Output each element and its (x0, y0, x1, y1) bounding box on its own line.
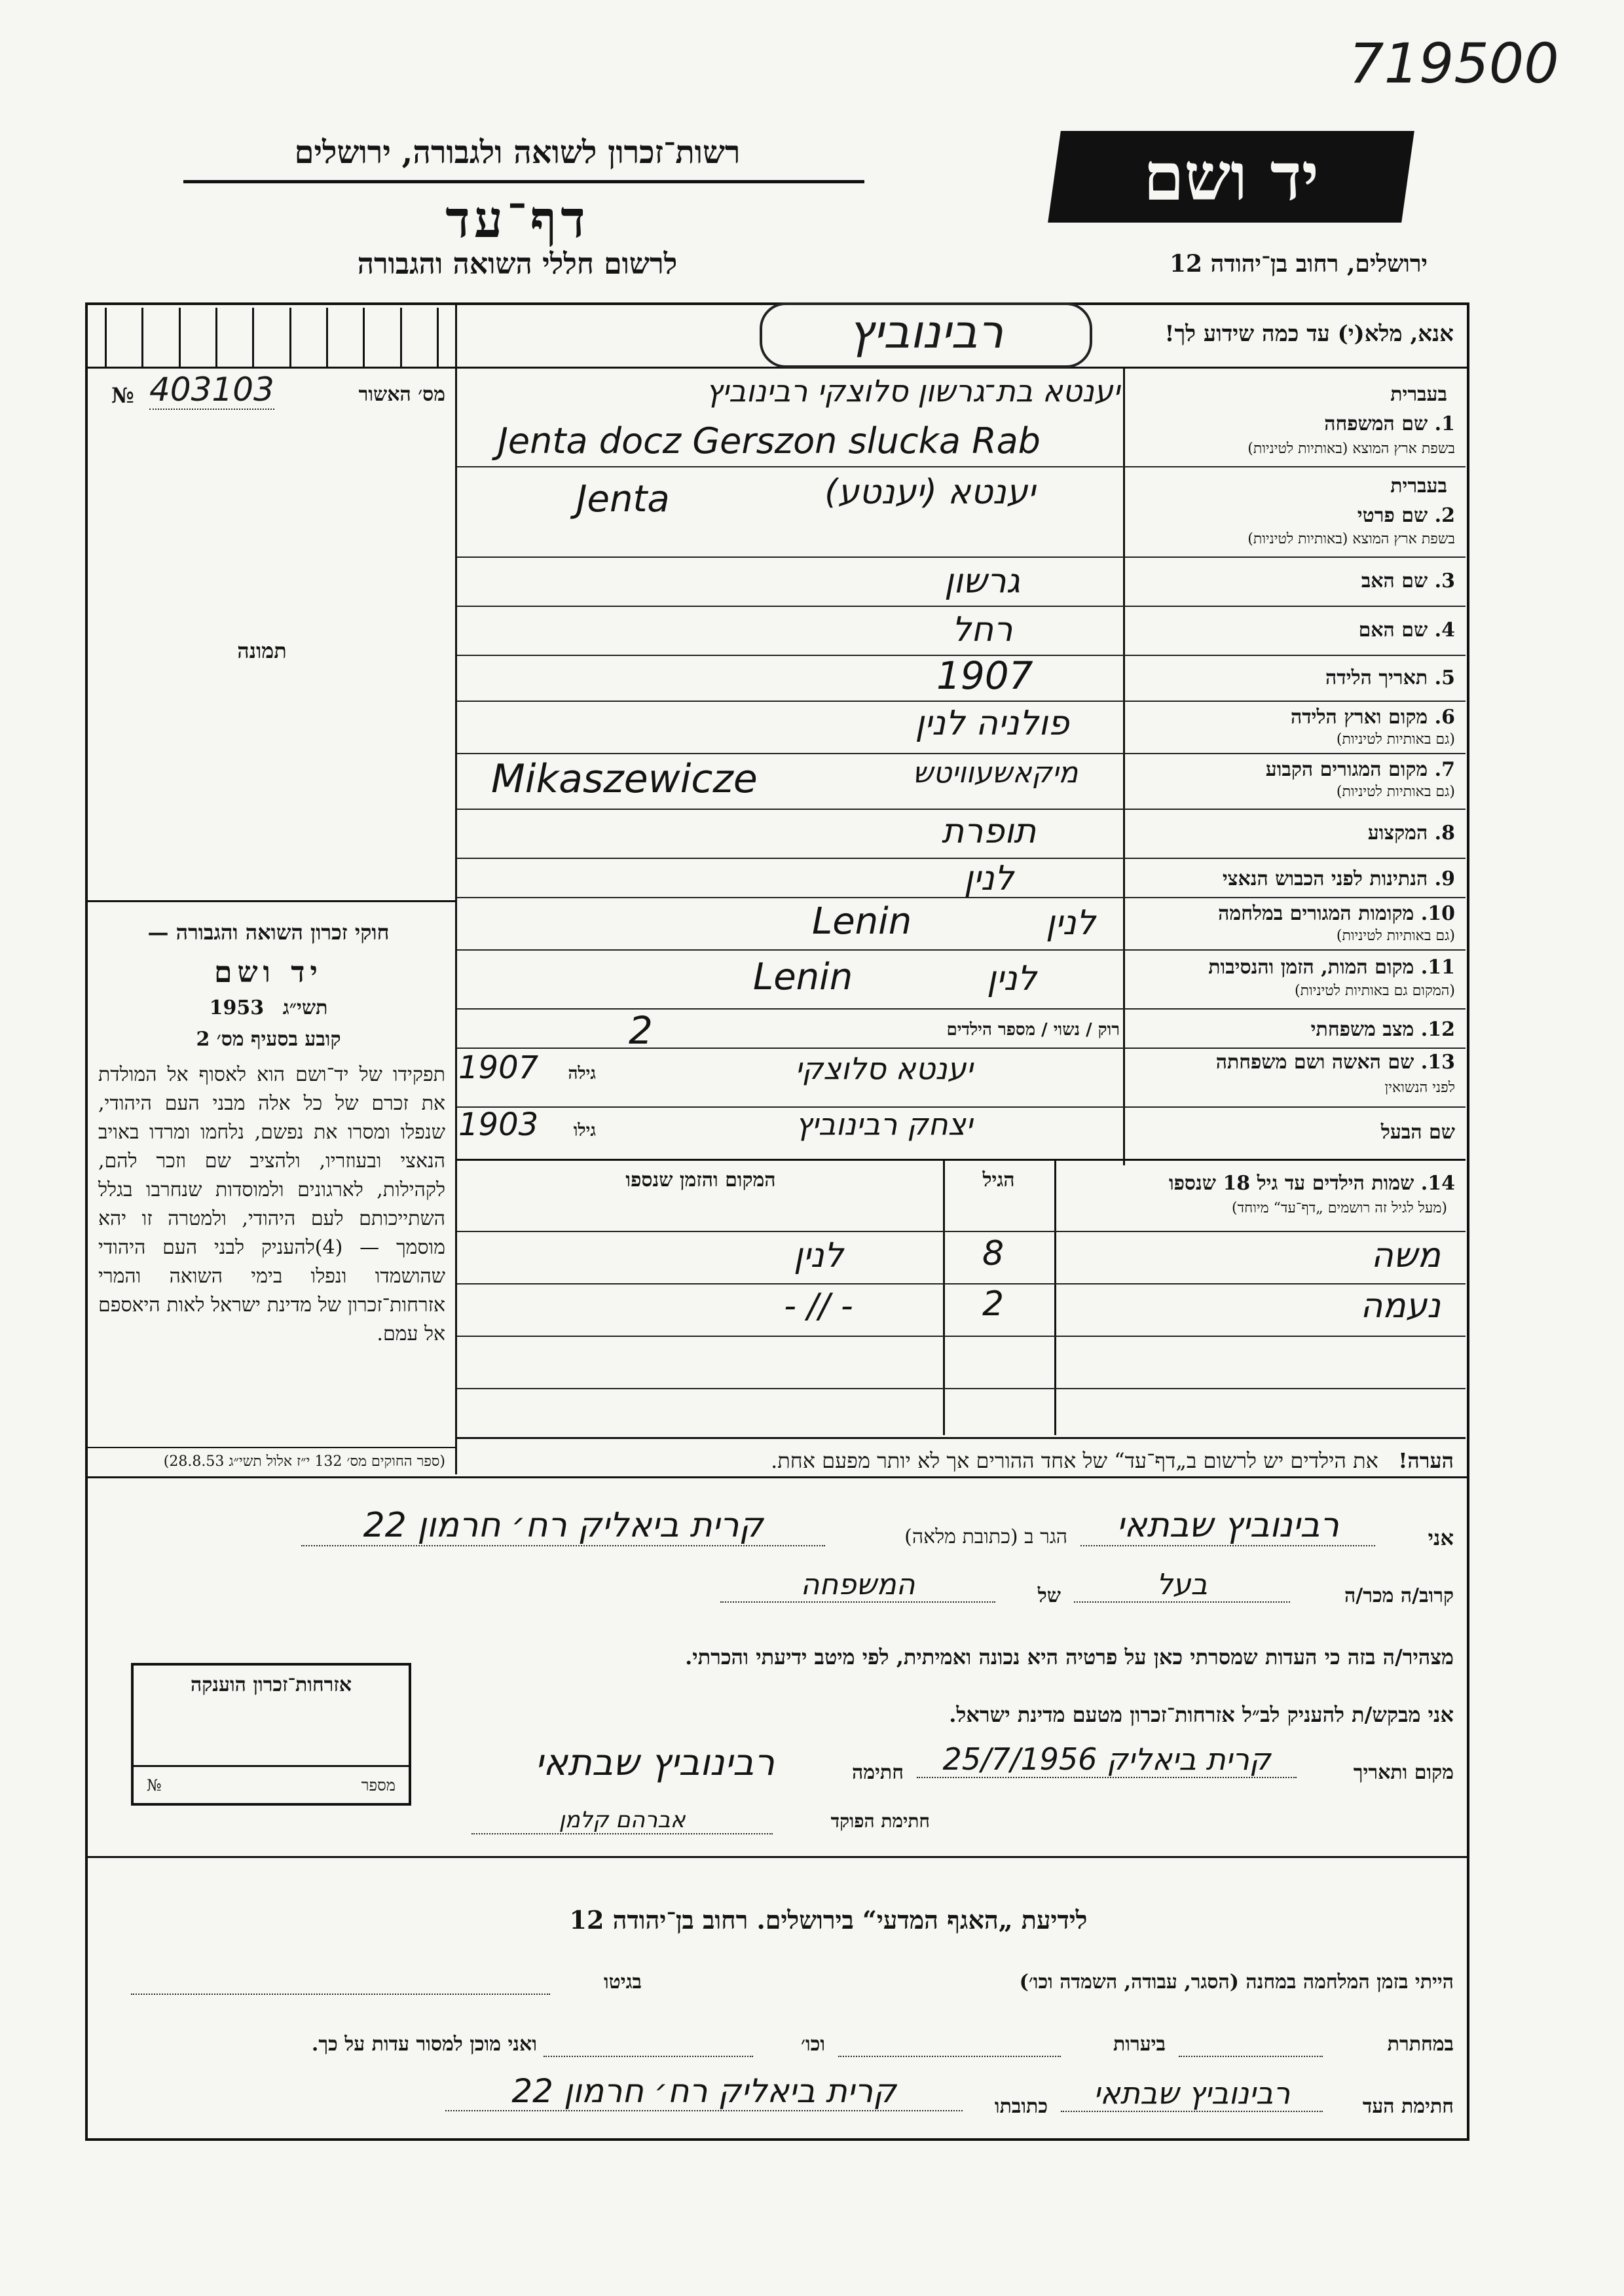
row-line-6 (457, 753, 1466, 754)
child-2-age: 2 (982, 1285, 1005, 1324)
field-2-label-text: שם פרטי (1357, 504, 1428, 527)
field-3-value: גרשון (944, 562, 1020, 601)
field-11-value: לנין (986, 959, 1037, 998)
form-subtitle: לרשום חללי השואה והגבורה (357, 247, 678, 281)
child-1-place: לנין (793, 1236, 844, 1275)
row-line-1 (457, 466, 1466, 467)
row-line-10 (457, 949, 1466, 951)
address-line: ירושלים, רחוב בן־יהודה 12 (1169, 250, 1428, 278)
field-4-label-text: שם האם (1358, 619, 1428, 642)
children-row-line-1 (457, 1283, 1466, 1285)
field-11-label-text: מקום המות, הזמן והנסיבות (1208, 956, 1414, 979)
field-8-num: 8. (1434, 822, 1455, 845)
bottom-witness-label: חתימת העד (1362, 2095, 1454, 2118)
decl-of-label: של (1037, 1584, 1061, 1607)
field-2-tag: בעברית (1390, 475, 1447, 498)
field-1-num: 1. (1434, 412, 1455, 435)
bottom-title: לידיעת „האגף המדעי“ בירושלים. רחוב בן־יהודה 12 (569, 1905, 1088, 1935)
field-1-label-text: שם המשפחה (1324, 412, 1428, 435)
field-7-num: 7. (1434, 758, 1455, 781)
decl-request: אני מבקש/ת להעניק לב״ל אזרחות־זכרון מטעם מדינת ישראל. (949, 1702, 1454, 1727)
field-12-num: 12. (1420, 1018, 1455, 1041)
children-sub: (מעל לגיל זה רושמים „דף־עד“ מיוחד) (1232, 1200, 1447, 1216)
row-line-7 (457, 809, 1466, 810)
law-year-heb: תשי״ג (282, 996, 328, 1019)
field-8-label-text: המקצוע (1367, 822, 1428, 845)
row-line-2 (457, 556, 1466, 558)
ticks-box (92, 308, 452, 367)
decl-i-name: רבינוביץ שבתאי (1080, 1506, 1375, 1546)
logo-text: יד ושם (1143, 138, 1319, 215)
field-7-label-text: מקום המגורים הקבוע (1265, 758, 1428, 781)
field-10-label (1218, 902, 1455, 925)
bottom-witness-name: רבינוביץ שבתאי (1061, 2075, 1323, 2112)
bottom-address-label: כתובתו (994, 2095, 1048, 2118)
law-source-line (85, 1447, 457, 1448)
field-6-label-text: מקום וארץ הלידה (1290, 706, 1428, 729)
citizenship-title: אזרחות־זכרון הוענקה (190, 1673, 352, 1696)
field-2-num: 2. (1434, 504, 1455, 527)
note-text: את הילדים יש לרשום ב„דף־עד“ של אחד ההורים אך לא יותר מפעם אחת. (771, 1448, 1378, 1473)
citizenship-box (131, 1663, 411, 1806)
field-13-value: יענטא סלוצקי (795, 1051, 973, 1086)
approval-number-prefix: № (111, 383, 134, 408)
bottom-blank-a (1179, 2056, 1323, 2057)
approval-number: 403103 (149, 371, 274, 409)
decl-statement: מצהיר/ה בזה כי העדות שמסרתי כאן על פרטיה היא נכונה ואמיתית, לפי מיטב ידיעתי והכרתי. (685, 1645, 1454, 1669)
decl-clerk-sig: אברהם קלמן (471, 1807, 773, 1834)
field-3-num: 3. (1434, 570, 1455, 592)
field-6-label (1291, 706, 1455, 729)
top-family-name: רבינוביץ (760, 302, 1092, 368)
field-3-label (1361, 570, 1455, 592)
row-line-3 (457, 606, 1466, 607)
law-box-top (85, 900, 457, 902)
bottom-line2-c: וכו׳ (801, 2033, 825, 2056)
field-1-tag: בעברית (1390, 383, 1447, 406)
field-2-label (1357, 504, 1455, 527)
field-11-value-latin: Lenin (753, 956, 853, 998)
top-box-bottom (85, 367, 1467, 369)
field-3-label-text: שם האב (1361, 570, 1428, 592)
child-2-place: - // - (784, 1286, 853, 1326)
field-9-label-text: הנתינות לפני הכבוש הנאצי (1222, 867, 1428, 890)
decl-signature: רבינוביץ שבתאי (535, 1741, 775, 1784)
law-year-row (92, 996, 445, 1019)
field-10-num: 10. (1420, 902, 1455, 925)
decl-signature-label: חתימה (852, 1761, 904, 1784)
field-6-value: פולניה לנין (915, 704, 1069, 743)
children-row-line-2 (457, 1336, 1466, 1337)
field-11-num: 11. (1420, 956, 1455, 979)
authority-underline (183, 180, 864, 183)
children-col-place: המקום והזמן שנספו (625, 1169, 776, 1192)
field-12-label-text: מצב משפחתי (1310, 1018, 1414, 1041)
field-1-label (1324, 412, 1455, 435)
bottom-blank-c (544, 2056, 753, 2057)
bottom-line2-d: ואני מוכן למסור עדות על כך. (311, 2033, 537, 2056)
husband-age-label: גילו (573, 1121, 596, 1140)
bottom-ghetto-label: בגיטו (603, 1971, 642, 1994)
field-7-label (1266, 758, 1455, 781)
bottom-line1: הייתי בזמן המלחמה במחנה (הסגר, עבודה, השמדה וכו׳) (1019, 1971, 1454, 1994)
decl-i-label: אני (1428, 1525, 1454, 1550)
bottom-ghetto-blank (131, 1994, 550, 1995)
row-line-5 (457, 701, 1466, 702)
fill-prompt: אנא, מלא(י) עד כמה שידוע לך! (1164, 321, 1454, 347)
note-line-bottom (85, 1476, 1467, 1478)
field-12-options: רוק / נשוי / מספר הילדים (946, 1020, 1120, 1040)
decl-relation-of: המשפחה (720, 1568, 995, 1603)
decl-resides-label: הגר ב (כתובת מלאה) (904, 1525, 1067, 1548)
field-2-value-latin: Jenta (576, 478, 670, 520)
child-2-name: נעמה (1360, 1286, 1441, 1326)
child-1-name: משה (1371, 1236, 1441, 1275)
decl-relation: בעל (1074, 1568, 1290, 1603)
row-line-14 (457, 1159, 1466, 1161)
decl-place-date: קרית ביאליק 25/7/1956 (917, 1741, 1297, 1778)
field-8-value: תופרת (941, 812, 1037, 851)
field-10-label-text: מקומות המגורים במלחמה (1218, 902, 1414, 925)
field-1-value-hebrew: יענטא בת־גרשון סלוצקי רבינוביץ (705, 373, 1120, 409)
authority-title: רשות־זכרון לשואה ולגבורה, ירושלים (294, 134, 741, 171)
field-2-value-hebrew: יענטא (יענטע) (824, 473, 1035, 512)
citizenship-number-row (134, 1765, 409, 1803)
field-4-label (1359, 619, 1455, 642)
field-1-sub: בשפת ארץ המוצא (באותיות לטיניות) (1247, 441, 1455, 457)
law-source: (ספר החוקים מס׳ 132 י״ז אלול תשי״ג 28.8.53) (163, 1453, 445, 1470)
field-8-label (1368, 822, 1455, 845)
field-4-value: רחל (951, 610, 1013, 649)
field-13-label (1216, 1051, 1455, 1074)
yad-vashem-logo (1048, 131, 1414, 223)
note-label: הערה! (1398, 1448, 1454, 1473)
law-year: 1953 (209, 996, 265, 1019)
field-5-num: 5. (1434, 666, 1455, 689)
label-column-divider (1123, 367, 1125, 1165)
photo-label: תמונה (237, 638, 287, 663)
law-name: יד ושם (214, 956, 323, 989)
archive-number: 719500 (1349, 31, 1559, 96)
children-header-line (457, 1231, 1466, 1232)
field-13-age-label: גילה (568, 1064, 596, 1084)
field-4-num: 4. (1434, 619, 1455, 642)
field-12-value: 2 (629, 1008, 653, 1053)
form-title: דף־עד (445, 190, 589, 249)
note-row (471, 1448, 1454, 1473)
approval-label: מס׳ האשור (358, 383, 445, 406)
field-13-num: 13. (1420, 1051, 1455, 1074)
law-body: תפקידו של יד־ושם הוא לאסוף אל המולדת את זכרם של כל אלה מבני העם היהודי, שנפלו ומסרו את נפשם, נלחמו ומרדו באויב הנאצי ובעוזריו, ולהציב שם וזכר להם, לקהילות, לארגונים ולמוסדות שנחרבו בגלל השתייכותם לעם היהודי, ולמטרה זו יהא מוסמך — (4)להעניק לבני העם היהודי שהושמדו ונפלו בימי השואה והמרי אזרחות־זכרון של מדינת ישראל לאות היאספם אל עמם. (98, 1063, 445, 1345)
row-line-12 (457, 1048, 1466, 1049)
field-5-label (1325, 666, 1455, 689)
children-row-line-3 (457, 1388, 1466, 1389)
decl-address: קרית ביאליק רח׳ חרמון 22 (301, 1506, 825, 1546)
left-column-divider (455, 302, 457, 1474)
citizenship-number-sym: № (147, 1776, 162, 1795)
children-col-divider-1 (1054, 1160, 1056, 1435)
field-10-value-latin: Lenin (812, 900, 912, 943)
children-label-text: שמות הילדים עד גיל 18 שנספו (1168, 1172, 1414, 1195)
bottom-line2-b: ביערות (1113, 2033, 1166, 2056)
children-num: 14. (1420, 1172, 1455, 1195)
note-line-top (457, 1437, 1466, 1439)
field-5-label-text: תאריך הלידה (1325, 666, 1428, 689)
bottom-witness-address: קרית ביאליק רח׳ חרמון 22 (445, 2072, 963, 2111)
husband-age: 1903 (458, 1106, 539, 1143)
bottom-line2-a: במחתרת (1387, 2033, 1454, 2056)
law-heading: חוקי זכרון השואה והגבורה — (147, 920, 390, 945)
decl-place-date-label: מקום ותאריך (1353, 1761, 1454, 1784)
field-13-sub: לפני הנשואין (1384, 1080, 1455, 1096)
field-10-sub: (גם באותיות לטיניות) (1336, 928, 1455, 944)
field-9-value: לנין (963, 859, 1014, 898)
field-6-num: 6. (1434, 706, 1455, 729)
husband-label: שם הבעל (1380, 1121, 1455, 1144)
bottom-section-top (85, 1856, 1467, 1858)
law-clause: קובע בסעיף מס׳ 2 (196, 1028, 341, 1051)
children-label (1169, 1172, 1455, 1195)
field-11-sub: (המקום גם באותיות לטיניות) (1295, 983, 1455, 999)
field-10-value: לנין (1045, 903, 1096, 943)
field-7-value-latin: Mikaszewicze (491, 756, 758, 802)
field-12-label (1311, 1018, 1455, 1041)
field-13-label-text: שם האשה ושם משפחתה (1215, 1051, 1414, 1074)
field-13-age: 1907 (458, 1049, 539, 1086)
husband-value: יצחק רבינוביץ (795, 1106, 973, 1142)
field-9-label (1223, 867, 1455, 890)
field-11-label (1208, 956, 1455, 979)
field-7-value: מיקאשעוויטש (912, 756, 1079, 790)
decl-clerk-label: חתימת הפוקד (830, 1810, 930, 1832)
bottom-blank-b (838, 2056, 1061, 2057)
children-col-divider-2 (943, 1160, 945, 1435)
children-col-age: הגיל (982, 1169, 1015, 1192)
row-line-11 (457, 1008, 1466, 1010)
decl-relative-label: קרוב/ה מכר/ה (1344, 1584, 1454, 1607)
field-1-value-latin: Jenta docz Gerszon slucka Rab (498, 420, 1041, 462)
field-6-sub: (גם באותיות לטיניות) (1336, 731, 1455, 748)
citizenship-number-label: מספר (361, 1776, 396, 1795)
field-2-sub: בשפת ארץ המוצא (באותיות לטיניות) (1247, 531, 1455, 547)
field-5-value: 1907 (936, 653, 1033, 698)
field-7-sub: (גם באותיות לטיניות) (1336, 784, 1455, 800)
field-9-num: 9. (1434, 867, 1455, 890)
child-1-age: 8 (982, 1234, 1005, 1273)
